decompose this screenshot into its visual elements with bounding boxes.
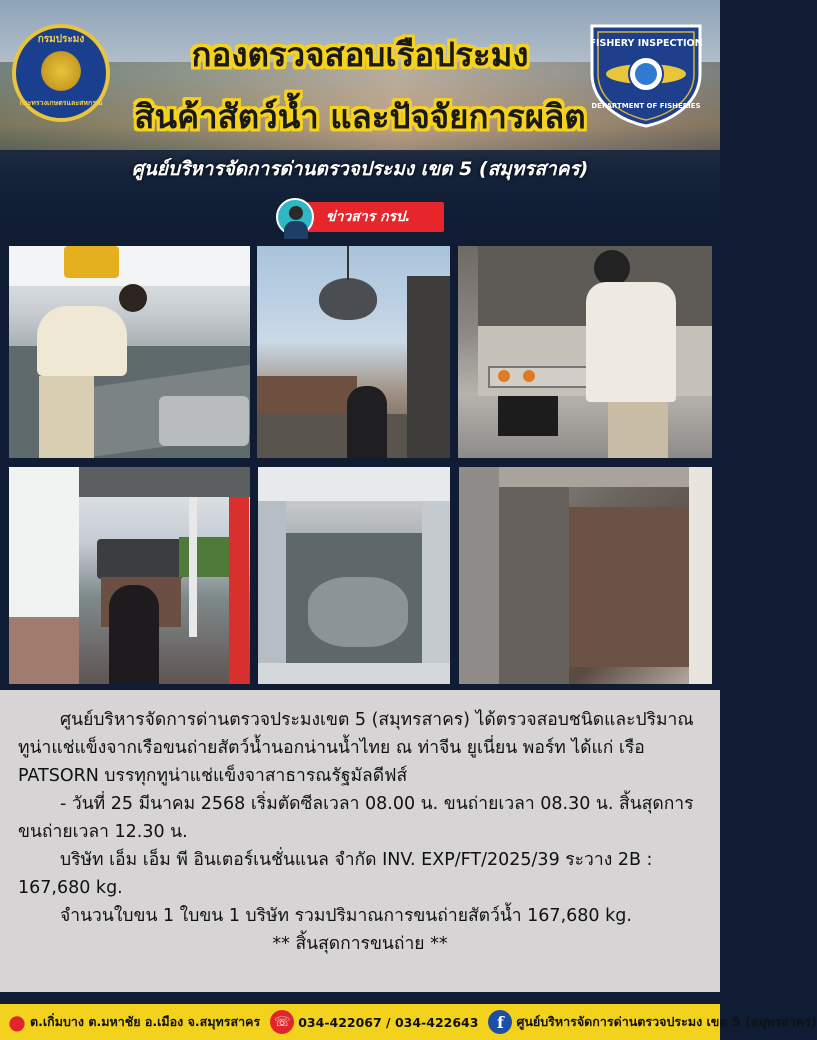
article-paragraph-1: ศูนย์บริหารจัดการด่านตรวจประมงเขต 5 (สมุทรสาคร) ได้ตรวจสอบชนิดและปริมาณทูน่าแช่แข็งจากเรือขนถ่ายสัตว์น้ำนอกน่านน้ำไทย ณ ท่าจีน ยูเนี่ยน พอร์ท ได้แก่ เรือ PATSORN บรรทุกทูน่าแช่แข็งจาสาธารณรัฐมัลดีฟส์ [18,710,694,786]
article-paragraph-2: - วันที่ 25 มีนาคม 2568 เริ่มตัดซีลเวลา 08.00 น. ขนถ่ายเวลา 08.30 น. สิ้นสุดการขนถ่ายเวลา 12.30 น. [18,794,694,842]
article-body [0,690,720,992]
logo-right-bottom-text: DEPARTMENT OF FISHERIES [591,102,701,110]
news-badge-label: ข่าวสาร กรป. [298,202,444,232]
news-badge [276,198,444,236]
logo-right-top-text: FISHERY INSPECTION [589,38,703,49]
photo-tuna-net-crane [257,246,450,458]
footer-address-text: ต.เกิ่มบาง ต.มหาชัย อ.เมือง จ.สมุทรสาคร [30,1014,261,1029]
officer-avatar-icon [276,198,314,236]
article-end-note: ** สิ้นสุดการขนถ่าย ** [272,934,448,954]
footer-facebook-text[interactable]: ศูนย์บริหารจัดการด่านตรวจประมง เขต 5 (สมุทรสาคร) [516,1014,817,1029]
photo-tuna-in-hold [258,467,450,684]
facebook-icon: f [488,1010,512,1034]
photo-empty-container [459,467,712,684]
logo-left-bottom-text: กระทรวงเกษตรและสหกรณ์ [19,99,103,107]
article-paragraph-4: จำนวนใบขน 1 ใบขน 1 บริษัท รวมปริมาณการขนถ่ายสัตว์น้ำ 167,680 kg. [60,906,632,926]
logo-left-top-text: กรมประมง [37,34,85,45]
photo-truck-loaded-tuna [9,467,250,684]
phone-icon: ☏ [270,1010,294,1034]
header-subtitle: ศูนย์บริหารจัดการด่านตรวจประมง เขต 5 (สมุทรสาคร) [131,158,589,180]
footer-facebook[interactable] [488,1010,816,1034]
footer-contact-bar [0,1004,817,1040]
location-pin-icon: ● [8,1010,26,1034]
photo-officer-cutting-seal [9,246,250,458]
footer-phone[interactable] [270,1010,478,1034]
photo-officer-at-truck [458,246,712,458]
fishery-inspection-logo [586,22,706,128]
header-banner [0,0,720,240]
footer-phone-text[interactable]: 034-422067 / 034-422643 [298,1014,479,1030]
department-of-fisheries-logo [12,24,110,122]
emblem-icon [38,48,84,94]
footer-address [8,1010,260,1034]
title-line-2: สินค้าสัตว์น้ำ และปัจจัยการผลิต [134,97,586,136]
title-line-1: กองตรวจสอบเรือประมง [191,35,529,74]
article-paragraph-3: บริษัท เอ็ม เอ็ม พี อินเตอร์เนชั่นแนล จำกัด INV. EXP/FT/2025/39 ระวาง 2B : 167,680 kg. [18,850,653,898]
